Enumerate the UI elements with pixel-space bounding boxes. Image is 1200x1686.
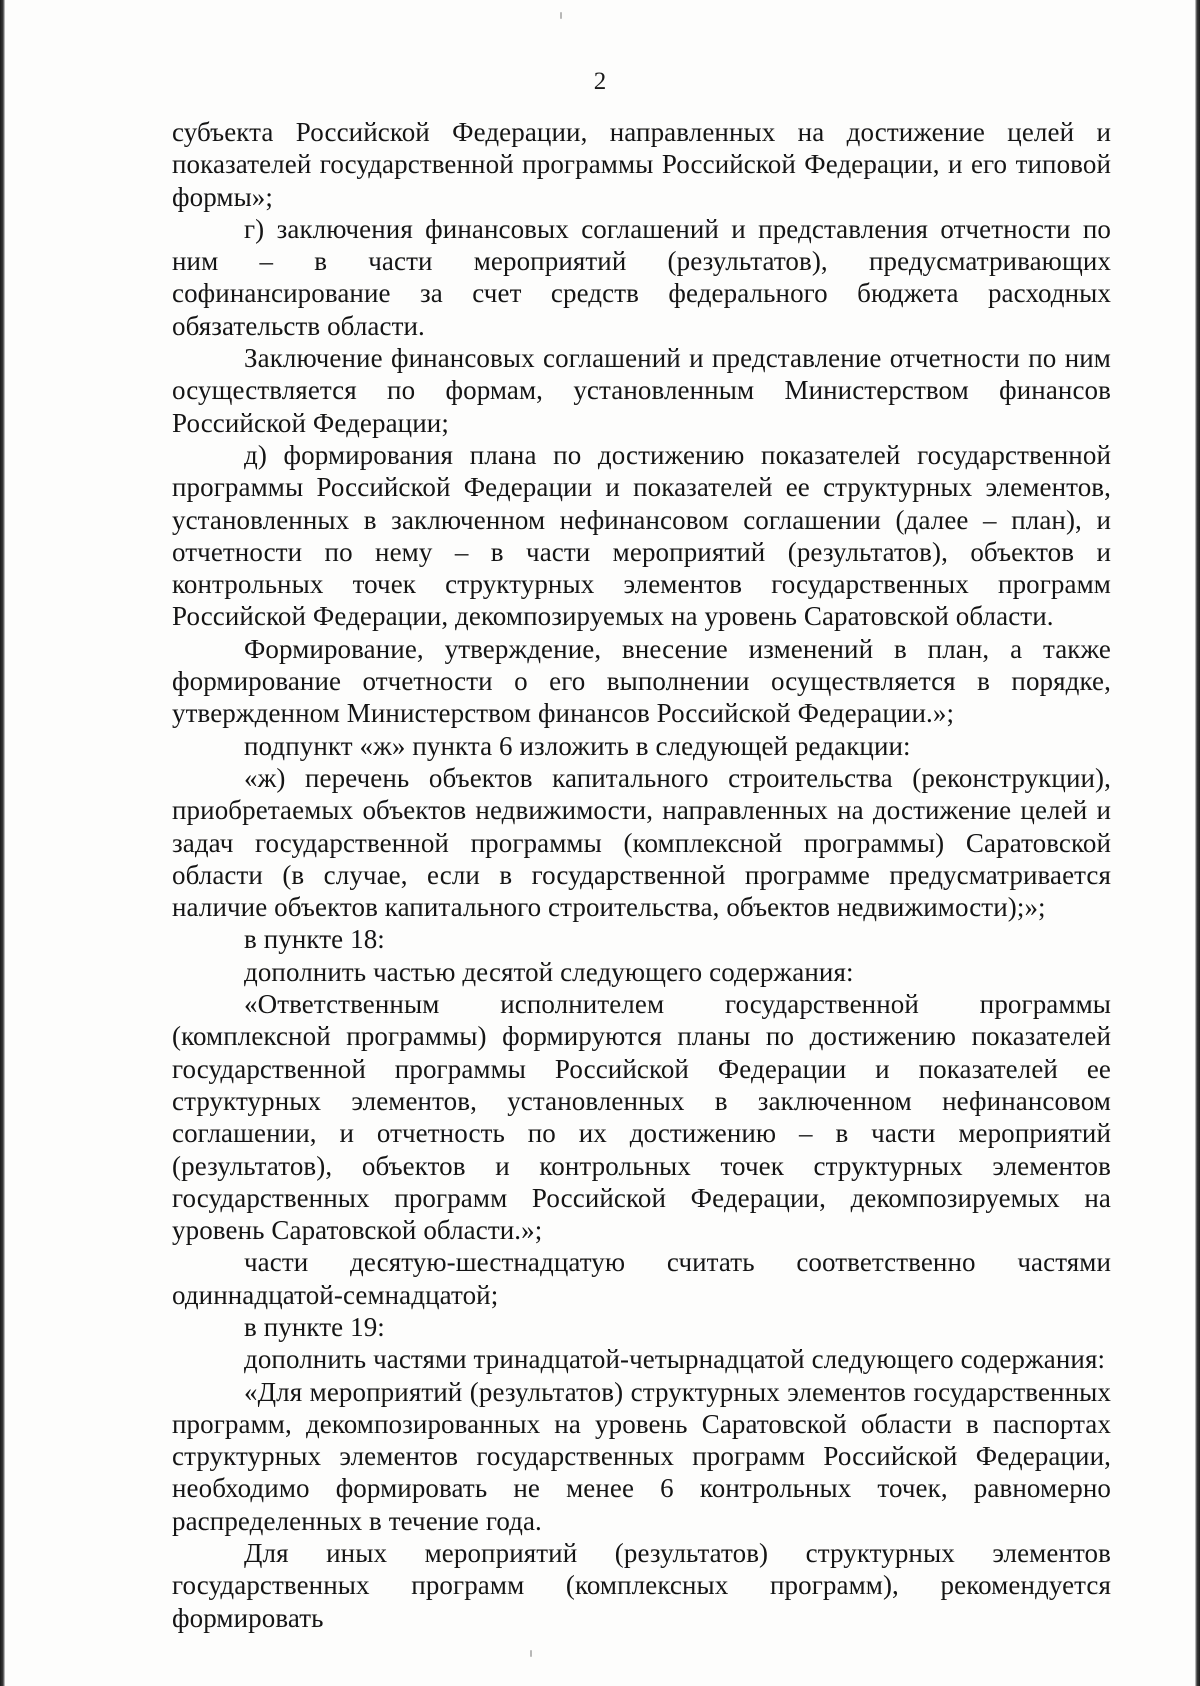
paragraph-instruction: в пункте 19: — [244, 1311, 385, 1342]
paragraph-quote: «Ответственным исполнителем государственной программы (комплексной программы) формируются планы по достижению показателей государственной программы Российской Федерации и показателей ее структурных элементов, установленных в заключенном нефинансовом соглашении, и отчетность по их достижению – в части мероприятий (результатов), объектов и контрольных точек структурных элементов государственных программ Российской Федерации, декомпозируемых на уровень Саратовской области.»; — [172, 989, 1111, 1246]
paragraph: Формирование, утверждение, внесение изменений в план, а также формирование отчетности о его выполнении осуществляется в порядке, утвержденном Министерством финансов Российской Федерации.»; — [172, 633, 1111, 729]
paragraph-instruction: в пункте 18: — [244, 924, 385, 955]
paragraph-item-zh: «ж) перечень объектов капитального строительства (реконструкции), приобретаемых объектов недвижимости, направленных на достижение целей и задач государственной программы (комплексной программы) Саратовской области (в случае, если в государственной программе предусматривается наличие объектов капитального строительства, объектов недвижимости);»; — [172, 762, 1111, 923]
paragraph-quote: «Для мероприятий (результатов) структурных элементов государственных программ, декомпозированных на уровень Саратовской области в паспортах структурных элементов государственных программ Российской Федерации, необходимо формировать не менее 6 контрольных точек, равномерно распределенных в течение года. — [172, 1376, 1111, 1536]
paragraph-instruction: дополнить частями тринадцатой-четырнадцатой следующего содержания: — [244, 1344, 1106, 1375]
paragraph-item-g: г) заключения финансовых соглашений и представления отчетности по ним – в части мероприятий (результатов), предусматривающих софинансирование за счет средств федерального бюджета расходных обязательств области. — [172, 213, 1111, 341]
paragraph: Заключение финансовых соглашений и представление отчетности по ним осуществляется по формам, установленным Министерством финансов Российской Федерации; — [172, 343, 1111, 438]
scan-speck — [560, 12, 562, 19]
paragraph-instruction: части десятую-шестнадцатую считать соответственно частями одиннадцатой-семнадцатой; — [172, 1247, 1111, 1310]
page-number: 2 — [593, 68, 607, 95]
paragraph-continuation: субъекта Российской Федерации, направленных на достижение целей и показателей государственной программы Российской Федерации, и его типовой формы»; — [172, 117, 1111, 212]
paragraph-item-d: д) формирования плана по достижению показателей государственной программы Российской Федерации и показателей ее структурных элементов, установленных в заключенном нефинансовом соглашении (далее – план), и отчетности по нему – в части мероприятий (результатов), объектов и контрольных точек структурных элементов государственных программ Российской Федерации, декомпозируемых на уровень Саратовской области. — [172, 439, 1111, 632]
scan-speck — [530, 1650, 532, 1657]
paragraph-instruction: подпункт «ж» пункта 6 изложить в следующей редакции: — [244, 730, 911, 761]
document-body — [172, 116, 1111, 1634]
paragraph-continued: Для иных мероприятий (результатов) структурных элементов государственных программ (комплексных программ), рекомендуется формировать — [172, 1538, 1111, 1633]
paragraph-instruction: дополнить частью десятой следующего содержания: — [244, 956, 854, 987]
scan-edge-right — [1195, 0, 1200, 1686]
scan-edge-left — [0, 0, 5, 1686]
